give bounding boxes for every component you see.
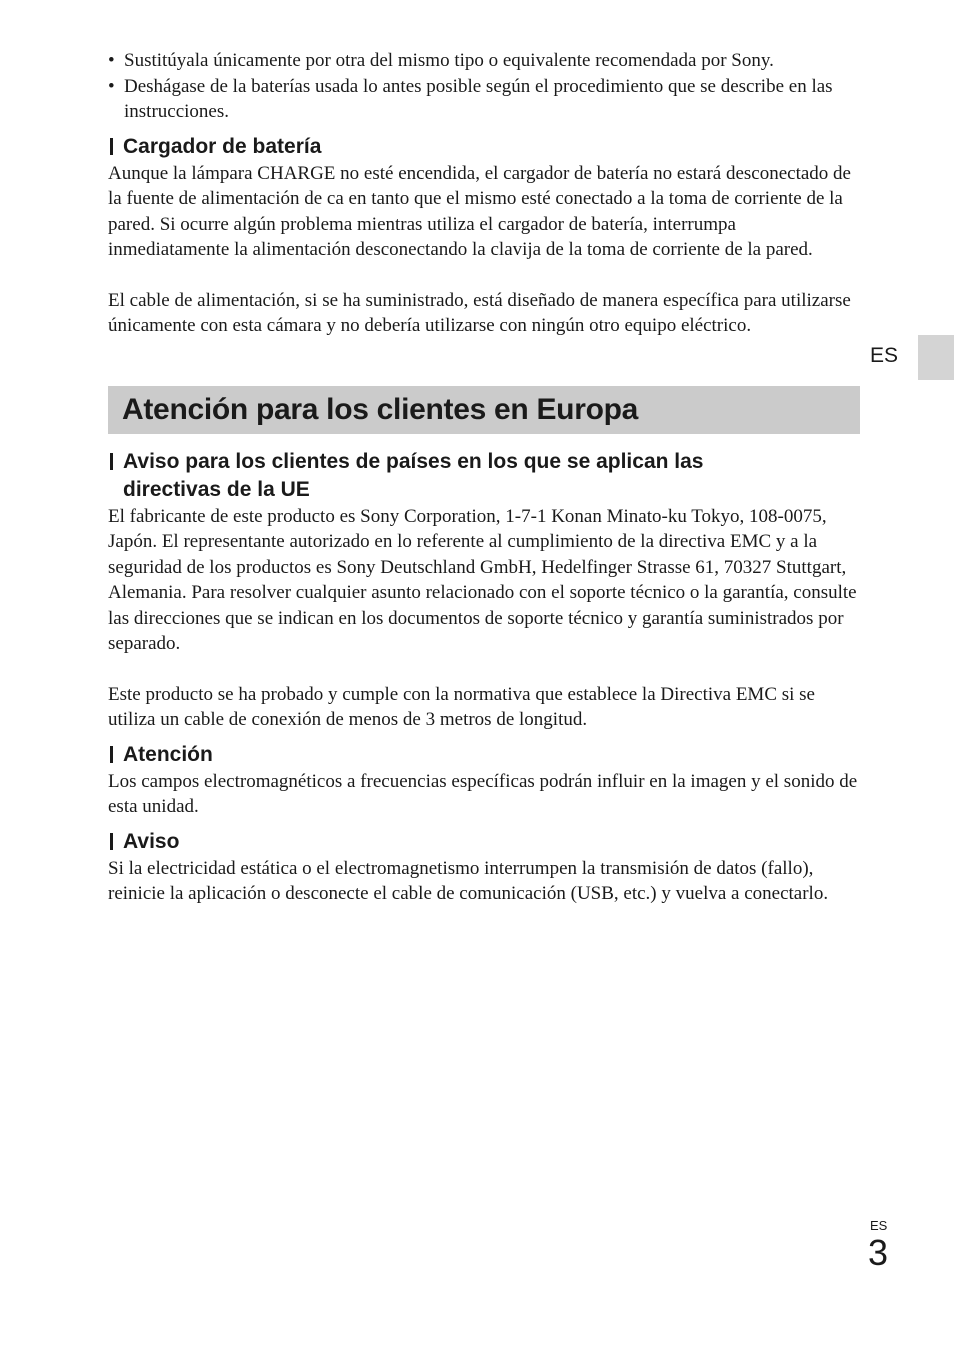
emc-paragraph: Este producto se ha probado y cumple con la normativa que establece la Directiva EMC si se utiliza un cable de conexión de menos de 3 metros de longitud. [108, 683, 815, 730]
bullet-item: • Sustitúyala únicamente por otra del mismo tipo o equivalente recomendada por Sony. [108, 48, 860, 74]
charger-heading [108, 133, 860, 161]
heading-bar-marker [110, 746, 113, 763]
notice-heading-text: Aviso [123, 829, 180, 853]
footer-language: ES [870, 1218, 888, 1233]
charger-paragraph: Aunque la lámpara CHARGE no esté encendida, el cargador de batería no estará desconectado de la fuente de alimentación de ca en tanto que el mismo esté conectado a la toma de corriente de la pared. Si ocurre algún problema mientras utiliza el cargador de batería, interrumpa inmediatamente la alimentación desconectando la clavija de la toma de corriente de la pared. [108, 162, 851, 260]
notice-heading [108, 828, 860, 856]
eu-directives-heading [108, 448, 860, 504]
battery-bullet-list [108, 48, 860, 125]
power-cable-paragraph: El cable de alimentación, si se ha suministrado, está diseñado de manera específica para utilizarse únicamente con esta cámara y no debería utilizarse con ningún otro equipo eléctrico. [108, 289, 851, 336]
attention-paragraph: Los campos electromagnéticos a frecuencias específicas podrán influir en la imagen y el sonido de esta unidad. [108, 770, 858, 817]
language-side-tab [918, 335, 954, 380]
eu-heading-line2: directivas de la UE [123, 477, 310, 501]
page-number: 3 [868, 1232, 889, 1273]
attention-heading-text: Atención [123, 742, 213, 766]
side-tab-label: ES [870, 344, 899, 367]
heading-bar-marker [110, 138, 113, 155]
bullet-item: • Deshágase de la baterías usada lo antes posible según el procedimiento que se describe en las instrucciones. [108, 74, 860, 125]
attention-heading [108, 741, 860, 769]
section-title: Atención para los clientes en Europa [108, 386, 860, 434]
heading-bar-marker [110, 833, 113, 850]
page-content [108, 48, 860, 907]
heading-bar-marker [110, 453, 113, 470]
manufacturer-paragraph: El fabricante de este producto es Sony Corporation, 1-7-1 Konan Minato-ku Tokyo, 108-0075, Japón. El representante autorizado en lo referente al cumplimiento de la directiva EMC y a la seguridad de los productos es Sony Deutschland GmbH, Hedelfinger Strasse 61, 70327 Stuttgart, Alemania. Para resolver cualquier asunto relacionado con el soporte técnico o la garantía, consulte las direcciones que se indican en los documentos de soporte técnico y garantía suministrados por separado. [108, 505, 857, 654]
notice-paragraph: Si la electricidad estática o el electromagnetismo interrumpen la transmisión de datos (fallo), reinicie la aplicación o desconecte el cable de comunicación (USB, etc.) y vuelva a conectarlo. [108, 857, 829, 904]
eu-heading-line1: Aviso para los clientes de países en los que se aplican las [123, 449, 704, 473]
charger-heading-text: Cargador de batería [123, 134, 322, 158]
